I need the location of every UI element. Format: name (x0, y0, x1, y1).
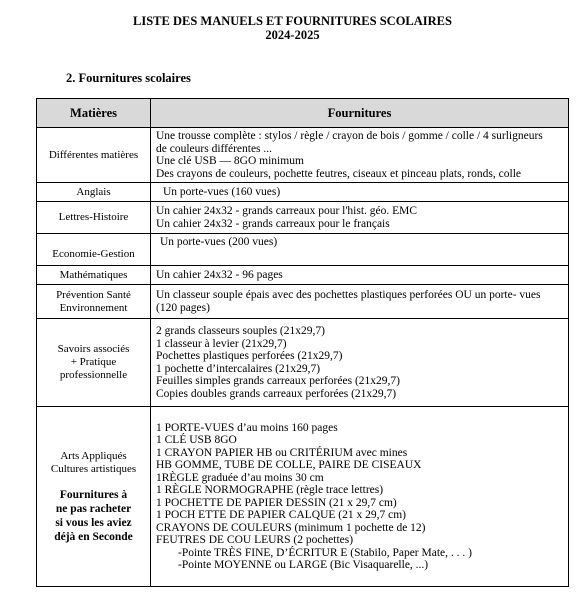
supply-item: -Pointe MOYENNE ou LARGE (Bic Visaquarelle, ...) (178, 559, 429, 571)
supply-item: 1 classeur à levier (21x29,7) (156, 337, 287, 350)
supplies-cell (151, 266, 569, 285)
supplies-cell (151, 202, 569, 234)
supply-item: 1 CLÉ USB 8GO (156, 434, 237, 446)
supplies-cell (151, 407, 569, 587)
subject-label: Arts Appliqués (60, 449, 127, 462)
subject-cell (37, 183, 151, 202)
supply-item: 1RÈGLE graduée d’au moins 30 cm (156, 471, 324, 484)
supply-item: 1 pochette d’intercalaires (21x29,7) (156, 362, 321, 375)
subject-label: Différentes matières (48, 148, 139, 161)
table-row (37, 202, 569, 234)
supply-item: Un porte-vues (160 vues) (163, 185, 281, 198)
table-row (37, 407, 569, 587)
subject-cell (37, 407, 151, 587)
subject-label: Mathématiques (59, 268, 128, 281)
subject-label: Prévention Santé (56, 288, 131, 301)
supply-item: HB GOMME, TUBE DE COLLE, PAIRE DE CISEAUX (156, 459, 422, 471)
subject-cell (37, 319, 151, 407)
supply-item: Des crayons de couleurs, pochette feutres, ciseaux et pinceau plats, ronds, colle (156, 167, 521, 180)
supply-item: Copies doubles grands carreaux perforées (21x29,7) (156, 387, 397, 400)
note-line: Fournitures à (59, 488, 128, 501)
subject-label: Savoirs associés (57, 343, 130, 355)
supply-item: Une clé USB — 8GO minimum (156, 155, 304, 167)
table-row (37, 319, 569, 407)
subject-cell (37, 266, 151, 285)
supply-item: Un cahier 24x32 - grands carreaux pour le français (156, 217, 390, 230)
supply-item: Un classeur souple épais avec des pochettes plastiques perforées OU un porte- vues (156, 289, 541, 301)
reuse-note (37, 488, 150, 544)
table-row (37, 128, 569, 183)
supply-item: CRAYONS DE COULEURS (minimum 1 pochette de 12) (156, 521, 426, 534)
supplies-cell (151, 183, 569, 202)
note-line: si vous les aviez (55, 516, 132, 529)
supply-item: Un porte-vues (200 vues) (160, 236, 278, 248)
table-row (37, 285, 569, 319)
subject-label: Lettres-Histoire (58, 211, 129, 223)
supply-item: FEUTRES DE COU LEURS (2 pochettes) (156, 534, 354, 546)
document-title: LISTE DES MANUELS ET FOURNITURES SCOLAIRES (133, 14, 452, 28)
supplies-cell (151, 234, 569, 266)
supply-item: Feuilles simples grands carreaux perforées (21x29,7) (156, 375, 400, 387)
school-year: 2024-2025 (265, 28, 320, 42)
supplies-cell (151, 285, 569, 319)
table-row (37, 183, 569, 202)
supply-item: -Pointe TRÈS FINE, D’ÉCRITUR E (Stabilo, Paper Mate, . . . ) (178, 546, 472, 559)
table-header-row (37, 99, 569, 128)
note-line: ne pas racheter (55, 502, 132, 515)
supply-item: Un cahier 24x32 - grands carreaux pour l'hist. géo. EMC (156, 205, 418, 217)
supply-item: de couleurs différentes ... (156, 142, 273, 155)
supplies-table (36, 98, 569, 587)
subject-cell (37, 285, 151, 319)
subject-label: professionnelle (59, 369, 128, 381)
note-line: déjà en Seconde (54, 530, 133, 543)
subject-label: Economie-Gestion (52, 248, 135, 260)
supply-item: (120 pages) (156, 301, 210, 314)
table-row (37, 266, 569, 285)
section-heading: 2. Fournitures scolaires (66, 71, 191, 85)
column-header-subject: Matières (37, 99, 151, 128)
supply-item: 1 CRAYON PAPIER HB ou CRITÉRIUM avec mines (156, 446, 408, 459)
supply-item: Un cahier 24x32 - 96 pages (156, 268, 283, 281)
supply-item: 1 RÈGLE NORMOGRAPHE (règle trace lettres) (156, 484, 384, 496)
supply-item: Une trousse complète : stylos / règle / crayon de bois / gomme / colle / 4 surligneurs (156, 130, 543, 142)
table-row (37, 234, 569, 266)
subject-label: Cultures artistiques (50, 462, 137, 475)
subject-label: Anglais (76, 185, 111, 198)
supply-item: 1 POCH ETTE DE PAPIER CALQUE (21 x 29,7 cm) (156, 509, 407, 521)
subject-cell (37, 234, 151, 266)
supply-item: 2 grands classeurs souples (21x29,7) (156, 325, 325, 337)
supply-item: Pochettes plastiques perforées (21x29,7) (156, 350, 343, 362)
subject-label: Environnement (59, 301, 128, 314)
column-header-supplies: Fournitures (151, 99, 569, 128)
subject-label: + Pratique (70, 356, 117, 368)
supply-item: 1 PORTE-VUES d’au moins 160 pages (156, 421, 338, 434)
subject-cell (37, 128, 151, 183)
supply-item: 1 POCHETTE DE PAPIER DESSIN (21 x 29,7 cm) (156, 496, 397, 509)
subject-cell (37, 202, 151, 234)
supplies-cell (151, 128, 569, 183)
supplies-cell (151, 319, 569, 407)
